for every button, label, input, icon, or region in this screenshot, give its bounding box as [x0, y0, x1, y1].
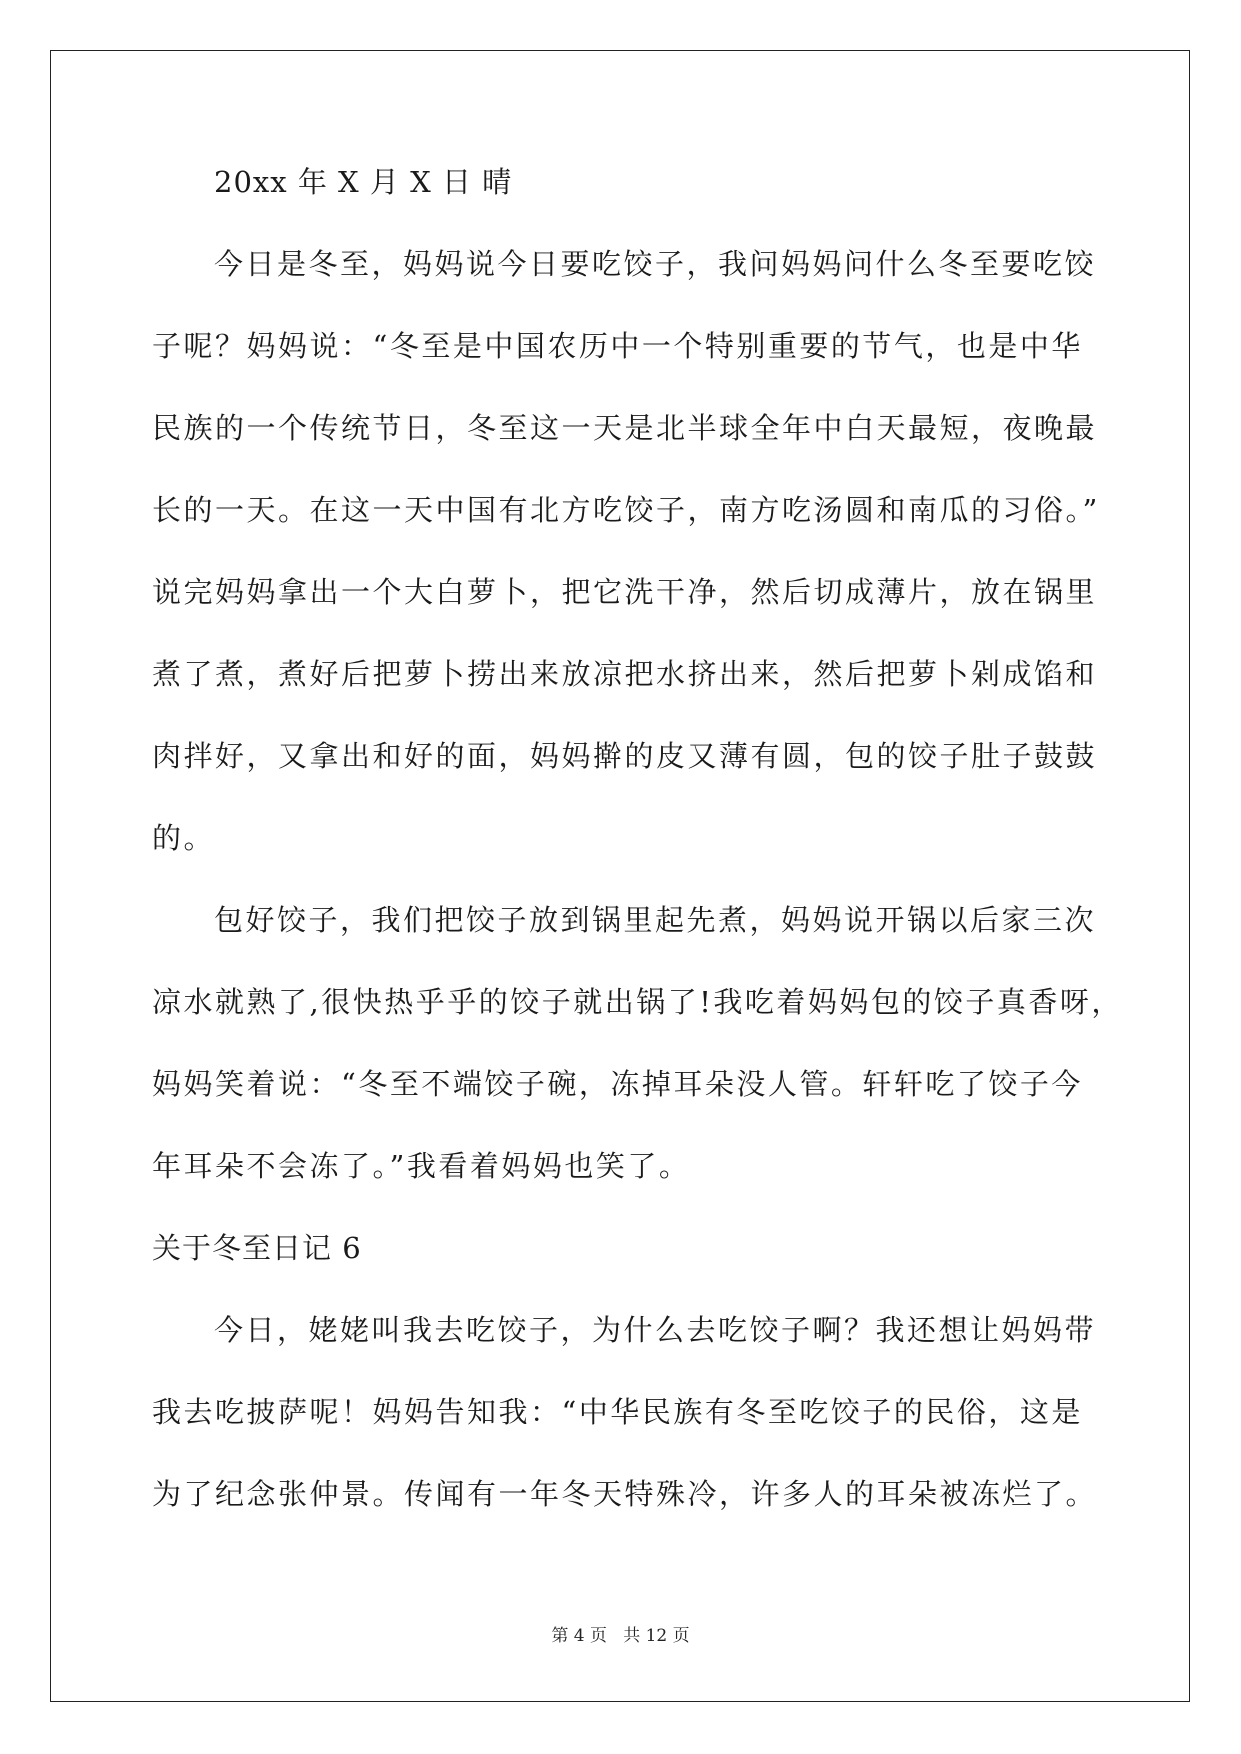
- text-line: 煮了煮，煮好后把萝卜捞出来放凉把水挤出来，然后把萝卜剁成馅和: [152, 657, 1098, 691]
- text-line: 子呢？妈妈说：“冬至是中国农历中一个特别重要的节气，也是中华: [152, 329, 1083, 363]
- text-line: 长的一天。在这一天中国有北方吃饺子，南方吃汤圆和南瓜的习俗。”: [152, 493, 1100, 527]
- text-line: 肉拌好，又拿出和好的面，妈妈擀的皮又薄有圆，包的饺子肚子鼓鼓: [152, 739, 1098, 773]
- page-number-footer: 第 4 页 共 12 页: [551, 1626, 690, 1646]
- text-line: 年耳朵不会冻了。”我看着妈妈也笑了。: [152, 1149, 691, 1183]
- paragraph-3: [152, 1313, 1098, 1562]
- text-line: 说完妈妈拿出一个大白萝卜，把它洗干净，然后切成薄片，放在锅里: [152, 575, 1098, 609]
- document-body: [152, 165, 1123, 1562]
- text-line: 凉水就熟了,很快热乎乎的饺子就出锅了!我吃着妈妈包的饺子真香呀，: [152, 985, 1123, 1019]
- text-line: 今日，姥姥叫我去吃饺子，为什么去吃饺子啊？我还想让妈妈带: [214, 1313, 1097, 1347]
- text-line: 的。: [152, 821, 216, 855]
- text-line: 为了纪念张仲景。传闻有一年冬天特殊冷，许多人的耳朵被冻烂了。: [152, 1477, 1098, 1511]
- text-line: 今日是冬至，妈妈说今日要吃饺子，我问妈妈问什么冬至要吃饺: [214, 247, 1097, 281]
- paragraph-2: [152, 903, 1123, 1234]
- text-line: 我去吃披萨呢！妈妈告知我：“中华民族有冬至吃饺子的民俗，这是: [152, 1395, 1083, 1429]
- section-heading: 关于冬至日记 6: [152, 1231, 362, 1265]
- text-line: 包好饺子，我们把饺子放到锅里起先煮，妈妈说开锅以后家三次: [214, 903, 1097, 937]
- text-line: 妈妈笑着说：“冬至不端饺子碗，冻掉耳朵没人管。轩轩吃了饺子今: [152, 1067, 1083, 1101]
- text-line: 民族的一个传统节日，冬至这一天是北半球全年中白天最短，夜晚最: [152, 411, 1098, 445]
- paragraph-1: [152, 247, 1100, 906]
- diary-date-line: 20xx 年 X 月 X 日 晴: [214, 165, 513, 199]
